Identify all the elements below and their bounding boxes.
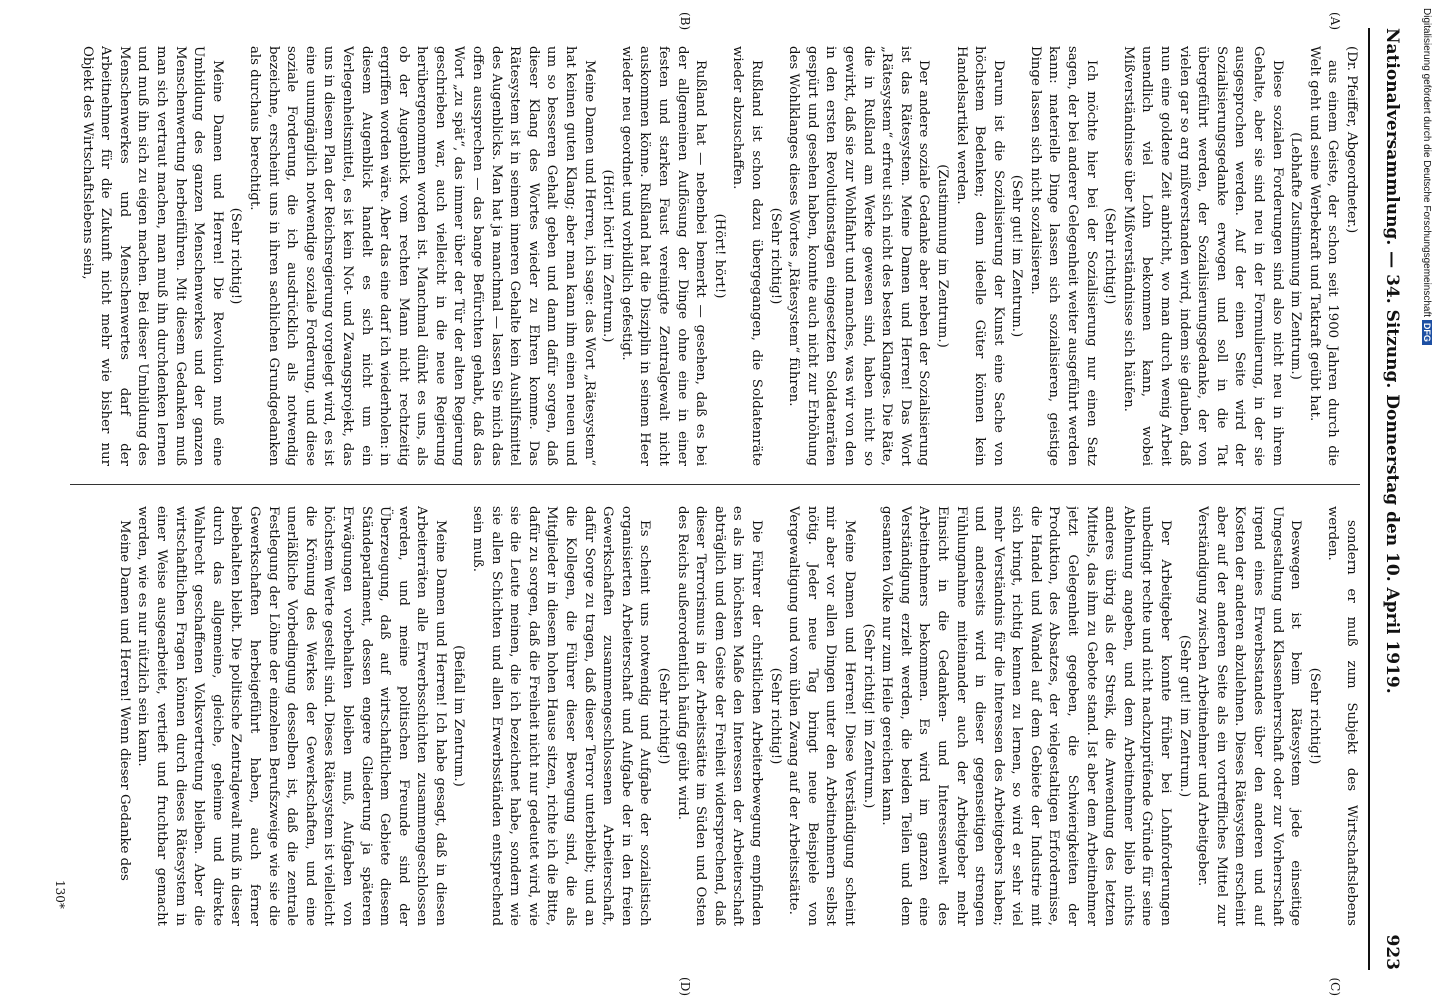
interjection: (Sehr gut! im Zentrum.) — [1009, 174, 1025, 338]
right-column — [60, 506, 1360, 926]
scanned-page — [42, 10, 1412, 996]
paragraph: Meine Damen und Herren! Die Revolution muß eine Umbildung des ganzen Menschenwerkes und der ganzen Menschenwertung herbeiführen. Mit diesem Gedanken muß man sich vertraut machen, man muß ihn durchdenken lernen und muß ihn sich zu eigen machen. Bei dieser Umbildung des Menschenwerkes und Menschenwertes darf der Arbeitnehmer für die Zukunft nicht mehr wie bisher nur Objekt des Wirtschaftslebens sein, — [79, 46, 225, 466]
header-title: Nationalversammlung. — 34. Sitzung. Donnerstag den 10. April 1919. — [1382, 28, 1402, 694]
margin-mark-b: (B) — [678, 12, 692, 31]
paragraph: Meine Damen und Herren! Wenn dieser Gedanke des — [116, 520, 132, 881]
interjection: (Lebhafte Zustimmung im Zentrum.) — [1288, 132, 1304, 380]
paragraph: Darum ist die Sozialisierung der Kunst eine Sache von höchstem Bedenken; denn ideelle Güter können kein Handelsartikel werden. — [953, 46, 1006, 466]
side-caption — [1418, 8, 1432, 998]
paragraph: Ich möchte hier bei der Sozialisierung nur einen Satz sagen, der bei anderer Gelegenheit weiter ausgeführt werden kann: materielle Dinge lassen sich sozialisieren, geistige Dinge lassen sich nicht sozialisieren. — [1027, 46, 1099, 466]
paragraph: Meine Damen und Herren! Diese Verständigung scheint mir aber vor allen Dingen unter den Arbeitnehmern selbst nötig. Jeder neue Tag bringt neue Beispiele von Vergewaltigung und vom üblen Zwang auf der Arbeitsstätte. — [786, 506, 857, 926]
side-caption-text: Digitalisierung gefördert durch die Deutsche Forschungsgemeinschaft — [1421, 8, 1432, 318]
interjection: (Hört! hört!) — [711, 213, 727, 299]
interjection: (Sehr richtig!) — [1306, 667, 1322, 765]
interjection: (Hört! hört! im Zentrum.) — [600, 169, 616, 343]
column-divider — [70, 484, 1360, 485]
margin-mark-d: (D) — [678, 977, 692, 996]
paragraph: Meine Damen und Herren! Ich habe gesagt, daß in diesen Arbeiterräten alle Erwerbsschichten zusammengeschlossen werden, und meine politischen Freunde sind der Überzeugung, daß auf wirtschaftlichem Gebiete diesem Ständeparlament, dessen engere Gliederung ja späteren Erwägungen vorbehalten bleiben muß, Aufgaben von höchstem Werte gestellt sind. Dieses Rätesystem ist vielleicht die Krönung des Werkes der Gewerkschaften, und eine unerläßliche Vorbedingung desselben ist, daß die zentrale Festlegung der Löhne der einzelnen Berufszweige wie sie die Gewerkschaften herbeigeführt haben, auch ferner beibehalten bleibt. Die politische Zentralgewalt muß in dieser durch das allgemeine, gleiche, geheime und direkte Wahlrecht geschaffenen Volksvertretung bleiben. Aber die wirtschaftlichen Fragen können durch dieses Rätesystem in einer Weise ausgearbeitet, vertieft und fruchtbar gemacht werden, wie es nur nützlich sein kann. — [135, 506, 448, 926]
signature-mark: 130* — [53, 880, 67, 909]
page-content — [42, 10, 1412, 996]
paragraph: Rußland ist schon dazu übergegangen, die Soldatenräte wieder abzuschaffen. — [730, 46, 764, 466]
paragraph: Meine Damen und Herren, ich sage: das Wort „Rätesystem“ hat keinen guten Klang; aber man kann ihm einen neuen und um so besseren Gehalt geben und dann dafür sorgen, daß dieser Klang des Wortes wieder zu Ehren komme. Das Rätesystem ist in seinem inneren Gehalte kein Aushilfsmittel des Augenblicks. Man hat ja manchmal — lassen Sie mich das offen aussprechen — das bange Befürchten gehabt, daß das Wort „zu spät“, das immer über der Tür der alten Regierung geschrieben war, auch vielleicht in die neue Regierung herübergenommen worden ist. Manchmal dünkt es uns, als ob der Augenblick vom rechten Mann nicht rechtzeitig ergriffen worden wäre. Aber das eine darf ich wiederholen: in diesem Augenblick handelt es sich nicht um ein Verlegenheitsmittel, es ist kein Not- und Zwangsprojekt, das uns in diesem Plan der Reichsregierung vorgelegt wird, es ist eine unumgänglich notwendige soziale Forderung, und diese soziale Forderung, die ich ausdrücklich als notwendig bezeichne, erscheint uns in ihren sachlichen Grundgedanken als durchaus berechtigt. — [246, 46, 597, 466]
paragraph: Deswegen ist beim Rätesystem jede einseitige Umgestaltung und Klassenherrschaft oder zur Vorherrschaft irgend eines Erwerbsstandes über den anderen und auf Kosten der anderen abzulehnen. Dieses Rätesystem erscheint aber auf der anderen Seite als ein vortreffliches Mittel zur Verständigung zwischen Arbeitnehmer und Arbeitgeber. — [1195, 506, 1304, 926]
interjection: (Beifall im Zentrum.) — [451, 645, 467, 787]
interjection: (Zustimmung im Zentrum.) — [934, 164, 950, 348]
interjection: (Sehr richtig!) — [228, 207, 244, 305]
paragraph: Der andere soziale Gedanke aber neben der Sozialisierung ist das Rätesystem. Meine Damen und Herren! Das Wort „Rätesystem“ erfreut sich nicht des besten Klanges. Die Räte, die in Rußland am Werke gewesen sind, haben nicht so gewirkt, daß sie zur Wohlfahrt und manches, was wir von den in den ersten Revolutionstagen eingesetzten Soldatenräten gespürt und gesehen haben, konnte auch nicht zur Erhöhung des Wohlklanges dieses Wortes „Rätesystem“ führen. — [786, 46, 932, 466]
paragraph: Die Führer der christlichen Arbeiterbewegung empfinden es als im höchsten Maße den Interessen der Arbeiterschaft abträglich und dem Geiste der Freiheit widersprechend, daß dieser Terrorismus in der Arbeitsstätte im Süden und Osten des Reichs außerordentlich häufig geübt wird. — [674, 506, 764, 926]
page-number: 923 — [1382, 934, 1402, 970]
paragraph: aus einem Geiste, der schon seit 1900 Jahren durch die Welt geht und seine Werbekraft und Tatkraft geübt hat. — [1306, 46, 1341, 466]
margin-mark-c: (C) — [1328, 977, 1342, 996]
interjection: (Sehr richtig!) — [656, 667, 672, 765]
dfg-logo: DFG — [1422, 320, 1432, 345]
interjection: (Sehr richtig! im Zentrum.) — [860, 623, 876, 809]
running-header — [1374, 28, 1406, 970]
interjection: (Sehr richtig!) — [767, 667, 783, 765]
left-column — [60, 46, 1360, 466]
margin-mark-a: (A) — [1328, 12, 1342, 31]
header-rule — [1368, 28, 1370, 970]
paragraph: sondern er muß zum Subjekt des Wirtschaftslebens werden. — [1325, 506, 1359, 926]
interjection: (Sehr richtig!) — [1102, 207, 1118, 305]
paragraph: Rußland hat — nebenbei bemerkt — gesehen, daß es bei der allgemeinen Auflösung der Dinge ohne eine in einer festen und starken Faust vereinigte Zentralgewalt nicht auskommen könne. Rußland hat die Disziplin in seinem Heer wieder neu geordnet und vorbildlich gefestigt. — [618, 46, 709, 466]
speaker-note: (Dr. Pfeiffer, Abgeordneter.) — [1344, 46, 1359, 234]
paragraph: Diese sozialen Forderungen sind also nicht neu in ihrem Gehalte, aber sie sind neu in der Formulierung, in der sie ausgesprochen werden. Auf der einen Seite wird der Sozialisierungsgedanke erwogen und soll in die Tat übergeführt werden, der Sozialisierungsgedanke, der von vielen gar so arg mißverstanden wird, indem sie glauben, daß nun eine goldene Zeit anbricht, wo man durch wenig Arbeit unendlich viel Lohn bekommen kann, wobei Mißverständnisse über Mißverständnisse sich häufen. — [1120, 46, 1285, 466]
interjection: (Sehr gut! im Zentrum.) — [1176, 634, 1192, 798]
interjection: (Sehr richtig!) — [767, 207, 783, 305]
paragraph: Es scheint uns notwendig und Aufgabe der sozialistisch organisierten Arbeiterschaft und Aufgabe der in den freien Gewerkschaften zusammengeschlossenen Arbeiterschaft, dafür Sorge zu tragen, daß dieser Terror unterbleibt; und an die Kollegen, die Führer dieser Bewegung sind, die als Mitglieder in diesem hohen Hause sitzen, richte ich die Bitte, dafür zu sorgen, daß die Freiheit nicht nur gedeutet wird, wie sie die Leute meinen, die ich bezeichnet habe, sondern wie sie allen Schichten und allen Erwerbsständen entsprechend sein muß. — [470, 506, 653, 926]
paragraph: Der Arbeitgeber konnte früher bei Lohnforderungen unbedingt rechte und nicht nachzuprüfende Gründe für seine Ablehnung angeben, und dem Arbeitnehmer blieb nichts anderes übrig als der Streik, die Anwendung des letzten Mittels, das ihm zu Gebote stand. Ist aber dem Arbeitnehmer jetzt Gelegenheit gegeben, die Schwierigkeiten der Produktion, des Absatzes, der vielgestaltigen Erfordernisse, die Handel und Wandel auf dem Gebiete der Industrie mit sich bringt, richtig kennen zu lernen, so wird er sehr viel mehr Verständnis für die Interessen des Arbeitgebers haben; und anderseits wird in dieser gegenseitigen strengen Fühlungnahme miteinander auch der Arbeitgeber mehr Einsicht in die Gedanken- und Interessenwelt des Arbeitnehmers bekommen. Es wird im ganzen eine Verständigung erzielt werden, die beiden Teilen und dem gesamten Volke nur zum Heile gereichen kann. — [879, 506, 1174, 926]
